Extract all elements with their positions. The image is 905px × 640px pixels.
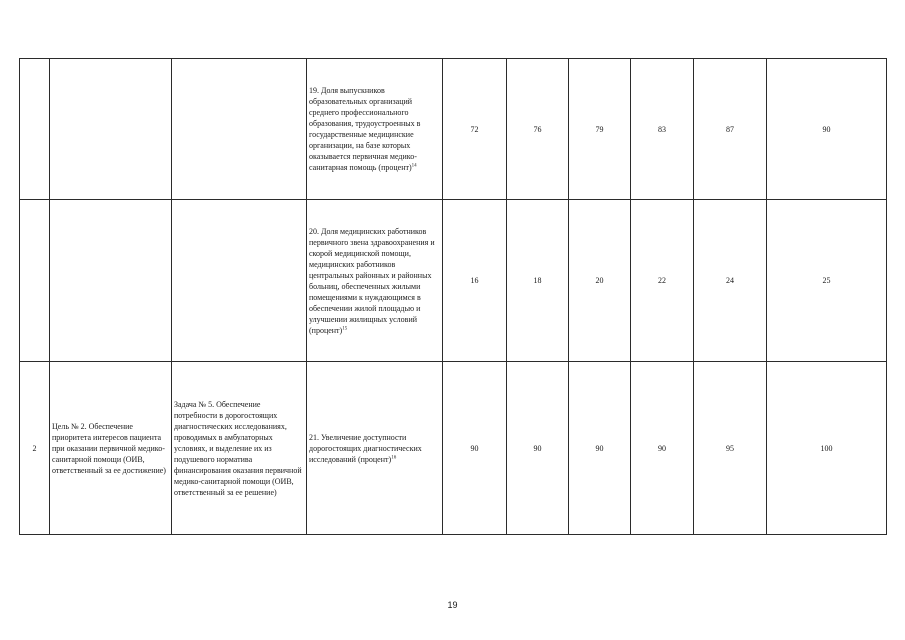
value-cell: 100	[767, 362, 887, 535]
value-cell: 76	[507, 59, 569, 200]
value-cell: 25	[767, 200, 887, 362]
indicator-cell	[307, 59, 443, 200]
indicator-cell	[307, 200, 443, 362]
value-cell: 79	[569, 59, 631, 200]
value-cell: 22	[631, 200, 694, 362]
indicators-table	[19, 58, 887, 535]
value-cell: 95	[694, 362, 767, 535]
row-index: 2	[20, 362, 50, 535]
value-cell: 90	[767, 59, 887, 200]
row-index	[20, 200, 50, 362]
value-cell: 90	[443, 362, 507, 535]
footnote-mark: 14	[411, 163, 417, 169]
value-cell: 83	[631, 59, 694, 200]
value-cell: 20	[569, 200, 631, 362]
indicator-text: 20. Доля медицинских работников первичного звена здравоохранения и скорой медицинской помощи, медицинских работников центральных районных и районных больниц, обеспеченных жилыми помещениями к нуждающимся в обеспечении жилой площадью и улучшении жилищных условий (процент)	[309, 226, 435, 335]
value-cell: 24	[694, 200, 767, 362]
task-cell: Задача № 5. Обеспечение потребности в дорогостоящих диагностических исследованиях, проводимых в амбулаторных условиях, и выделение их из подушевого норматива финансирования оказания первичной медико-санитарной помощи (ОИВ, ответственный за ее решение)	[172, 362, 307, 535]
value-cell: 90	[569, 362, 631, 535]
goal-cell: Цель № 2. Обеспечение приоритета интересов пациента при оказании первичной медико-санитарной помощи (ОИВ, ответственный за ее достижение)	[50, 362, 172, 535]
task-cell	[172, 59, 307, 200]
value-cell: 72	[443, 59, 507, 200]
table-row	[20, 200, 887, 362]
goal-cell	[50, 59, 172, 200]
value-cell: 18	[507, 200, 569, 362]
footnote-mark: 16	[391, 454, 397, 460]
value-cell: 90	[631, 362, 694, 535]
row-index	[20, 59, 50, 200]
goal-cell	[50, 200, 172, 362]
footnote-mark: 15	[342, 325, 348, 331]
table-row	[20, 362, 887, 535]
task-cell	[172, 200, 307, 362]
table-row	[20, 59, 887, 200]
indicator-text: 21. Увеличение доступности дорогостоящих диагностических исследований (процент)	[309, 432, 422, 464]
page-number: 19	[447, 600, 458, 610]
value-cell: 90	[507, 362, 569, 535]
indicator-cell	[307, 362, 443, 535]
value-cell: 87	[694, 59, 767, 200]
indicator-text: 19. Доля выпускников образовательных организаций среднего профессионального образования, трудоустроенных в государственные медицинские организации, на базе которых оказывается первичная медико-санитарная помощь (процент)	[309, 86, 421, 172]
value-cell: 16	[443, 200, 507, 362]
